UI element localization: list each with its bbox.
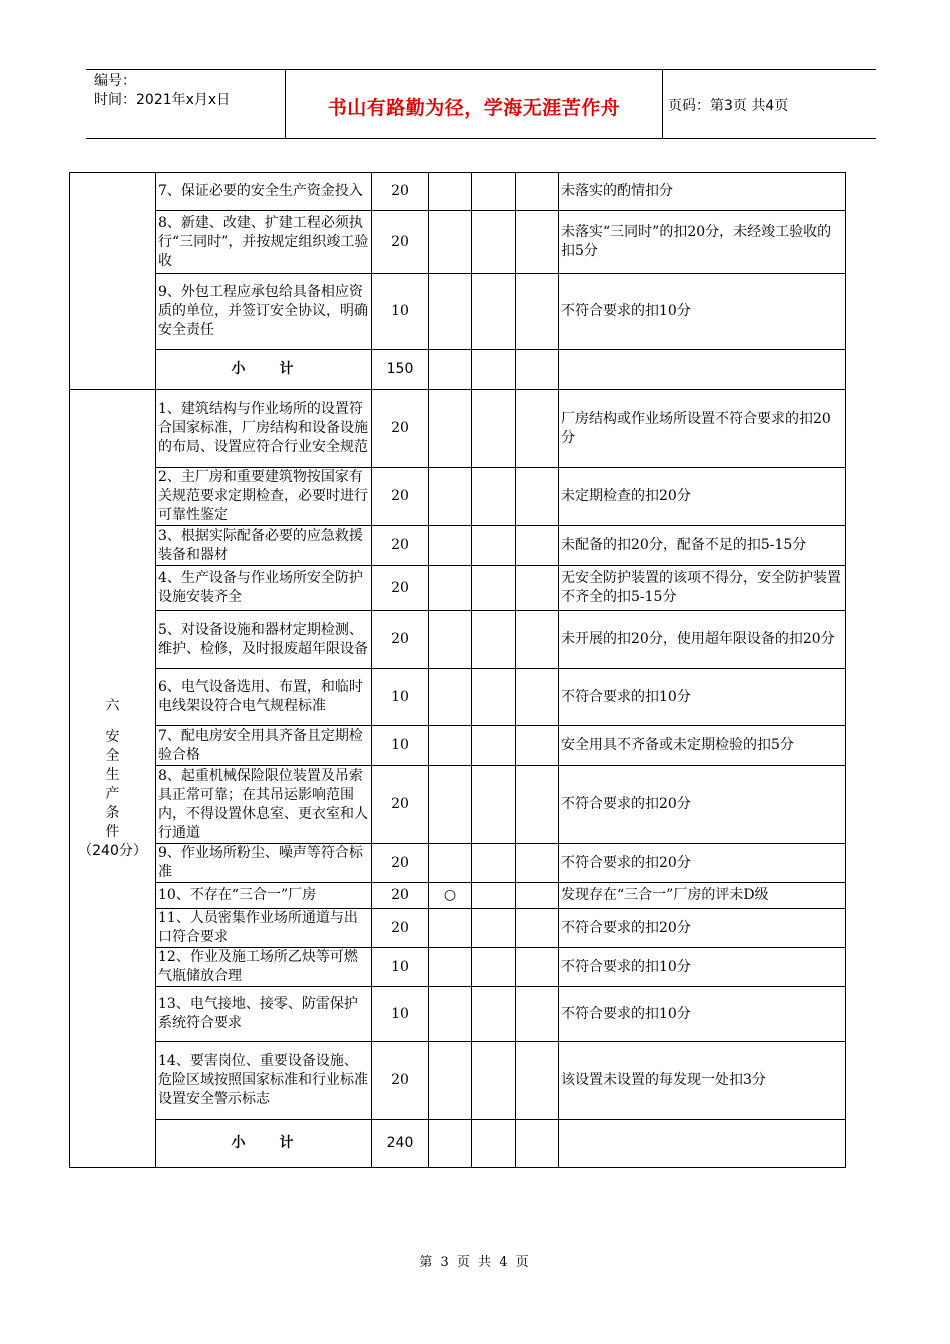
item-text: 7、保证必要的安全生产资金投入: [156, 173, 372, 211]
table-row: [70, 726, 846, 766]
deduction-note: 该设置未设置的每发现一处扣3分: [559, 1042, 846, 1120]
item-text: 2、主厂房和重要建筑物按国家有关规范要求定期检查，必要时进行可靠性鉴定: [156, 468, 372, 526]
assessment-table: [69, 172, 846, 1168]
item-text: 12、作业及施工场所乙炔等可燃气瓶储放合理: [156, 948, 372, 987]
category-score: （240分）: [78, 842, 147, 859]
deduction-note: 未落实的酌情扣分: [559, 173, 846, 211]
table-row: [70, 468, 846, 526]
score-cell: 10: [372, 726, 429, 766]
subtotal-row: [70, 350, 846, 390]
item-text: 5、对设备设施和器材定期检测、维护、检修，及时报废超年限设备: [156, 611, 372, 669]
table-row: [70, 526, 846, 566]
table-row: [70, 766, 846, 844]
score-cell: 20: [372, 909, 429, 948]
page-number-label: 页码：第3页 共4页: [668, 98, 789, 114]
score-cell: 20: [372, 883, 429, 909]
table-row: [70, 173, 846, 211]
deduction-note: 不符合要求的扣10分: [559, 948, 846, 987]
serial-label: 编号：: [94, 73, 136, 89]
item-text: 4、生产设备与作业场所安全防护设施安装齐全: [156, 566, 372, 611]
circle-mark: ○: [429, 883, 472, 909]
page-header: [86, 69, 876, 139]
item-text: 6、电气设备选用、布置，和临时电线架设符合电气规程标准: [156, 669, 372, 726]
deduction-note: 未开展的扣20分，使用超年限设备的扣20分: [559, 611, 846, 669]
deduction-note: 未定期检查的扣20分: [559, 468, 846, 526]
deduction-note: 不符合要求的扣20分: [559, 766, 846, 844]
score-cell: 20: [372, 844, 429, 883]
header-motto-cell: [285, 70, 663, 138]
deduction-note: 安全用具不齐备或未定期检验的扣5分: [559, 726, 846, 766]
deduction-note: 不符合要求的扣10分: [559, 987, 846, 1042]
table-row: [70, 611, 846, 669]
table-row: [70, 883, 846, 909]
item-text: 14、要害岗位、重要设备设施、危险区域按照国家标准和行业标准设置安全警示标志: [156, 1042, 372, 1120]
score-cell: 20: [372, 390, 429, 468]
score-cell: 20: [372, 1042, 429, 1120]
score-cell: 10: [372, 669, 429, 726]
score-cell: 20: [372, 766, 429, 844]
score-cell: 10: [372, 987, 429, 1042]
table-row: [70, 1042, 846, 1120]
score-cell: 10: [372, 948, 429, 987]
page-footer: 第 3 页 共 4 页: [419, 1255, 531, 1270]
table-row: [70, 274, 846, 350]
category-number: 六: [105, 697, 120, 714]
item-text: 8、起重机械保险限位装置及吊索具正常可靠；在其吊运影响范围内，不得设置休息室、更衣室和人行通道: [156, 766, 372, 844]
time-label: 时间：2021年x月x日: [94, 92, 231, 108]
table-row: [70, 669, 846, 726]
item-text: 8、新建、改建、扩建工程必须执行“三同时”，并按规定组织竣工验收: [156, 211, 372, 274]
motto-text: 书山有路勤为径，学海无涯苦作舟: [327, 96, 621, 119]
table-row: [70, 909, 846, 948]
subtotal-label: 小 计: [156, 1120, 372, 1168]
table-row: [70, 948, 846, 987]
deduction-note: 发现存在“三合一”厂房的评未D级: [559, 883, 846, 909]
item-text: 1、建筑结构与作业场所的设置符合国家标准，厂房结构和设备设施的布局、设置应符合行业安全规范: [156, 390, 372, 468]
deduction-note: 不符合要求的扣20分: [559, 909, 846, 948]
deduction-note: 无安全防护装置的该项不得分，安全防护装置不齐全的扣5-15分: [559, 566, 846, 611]
score-cell: 20: [372, 526, 429, 566]
subtotal-row: [70, 1120, 846, 1168]
subtotal-value: 150: [372, 350, 429, 390]
deduction-note: 厂房结构或作业场所设置不符合要求的扣20分: [559, 390, 846, 468]
table-row: [70, 211, 846, 274]
deduction-note: 不符合要求的扣20分: [559, 844, 846, 883]
item-text: 13、电气接地、接零、防雷保护系统符合要求: [156, 987, 372, 1042]
deduction-note: 未落实“三同时”的扣20分，未经竣工验收的扣5分: [559, 211, 846, 274]
score-cell: 20: [372, 173, 429, 211]
subtotal-label: 小 计: [156, 350, 372, 390]
item-text: 9、作业场所粉尘、噪声等符合标准: [156, 844, 372, 883]
item-text: 7、配电房安全用具齐备且定期检验合格: [156, 726, 372, 766]
table-row: [70, 566, 846, 611]
item-text: 11、人员密集作业场所通道与出口符合要求: [156, 909, 372, 948]
header-meta: [94, 72, 284, 110]
item-text: 10、不存在“三合一”厂房: [156, 883, 372, 909]
score-cell: 10: [372, 274, 429, 350]
score-cell: 20: [372, 566, 429, 611]
table-row: [70, 987, 846, 1042]
category-title: 安全生产条件: [105, 728, 120, 840]
item-text: 9、外包工程应承包给具备相应资质的单位，并签订安全协议，明确安全责任: [156, 274, 372, 350]
table-row: [70, 844, 846, 883]
subtotal-value: 240: [372, 1120, 429, 1168]
score-cell: 20: [372, 211, 429, 274]
deduction-note: 未配备的扣20分，配备不足的扣5-15分: [559, 526, 846, 566]
table-row: [70, 390, 846, 468]
deduction-note: 不符合要求的扣10分: [559, 274, 846, 350]
score-cell: 20: [372, 611, 429, 669]
deduction-note: 不符合要求的扣10分: [559, 669, 846, 726]
item-text: 3、根据实际配备必要的应急救援装备和器材: [156, 526, 372, 566]
score-cell: 20: [372, 468, 429, 526]
category-cell-prev: [70, 173, 156, 390]
category-cell: [70, 390, 156, 1168]
